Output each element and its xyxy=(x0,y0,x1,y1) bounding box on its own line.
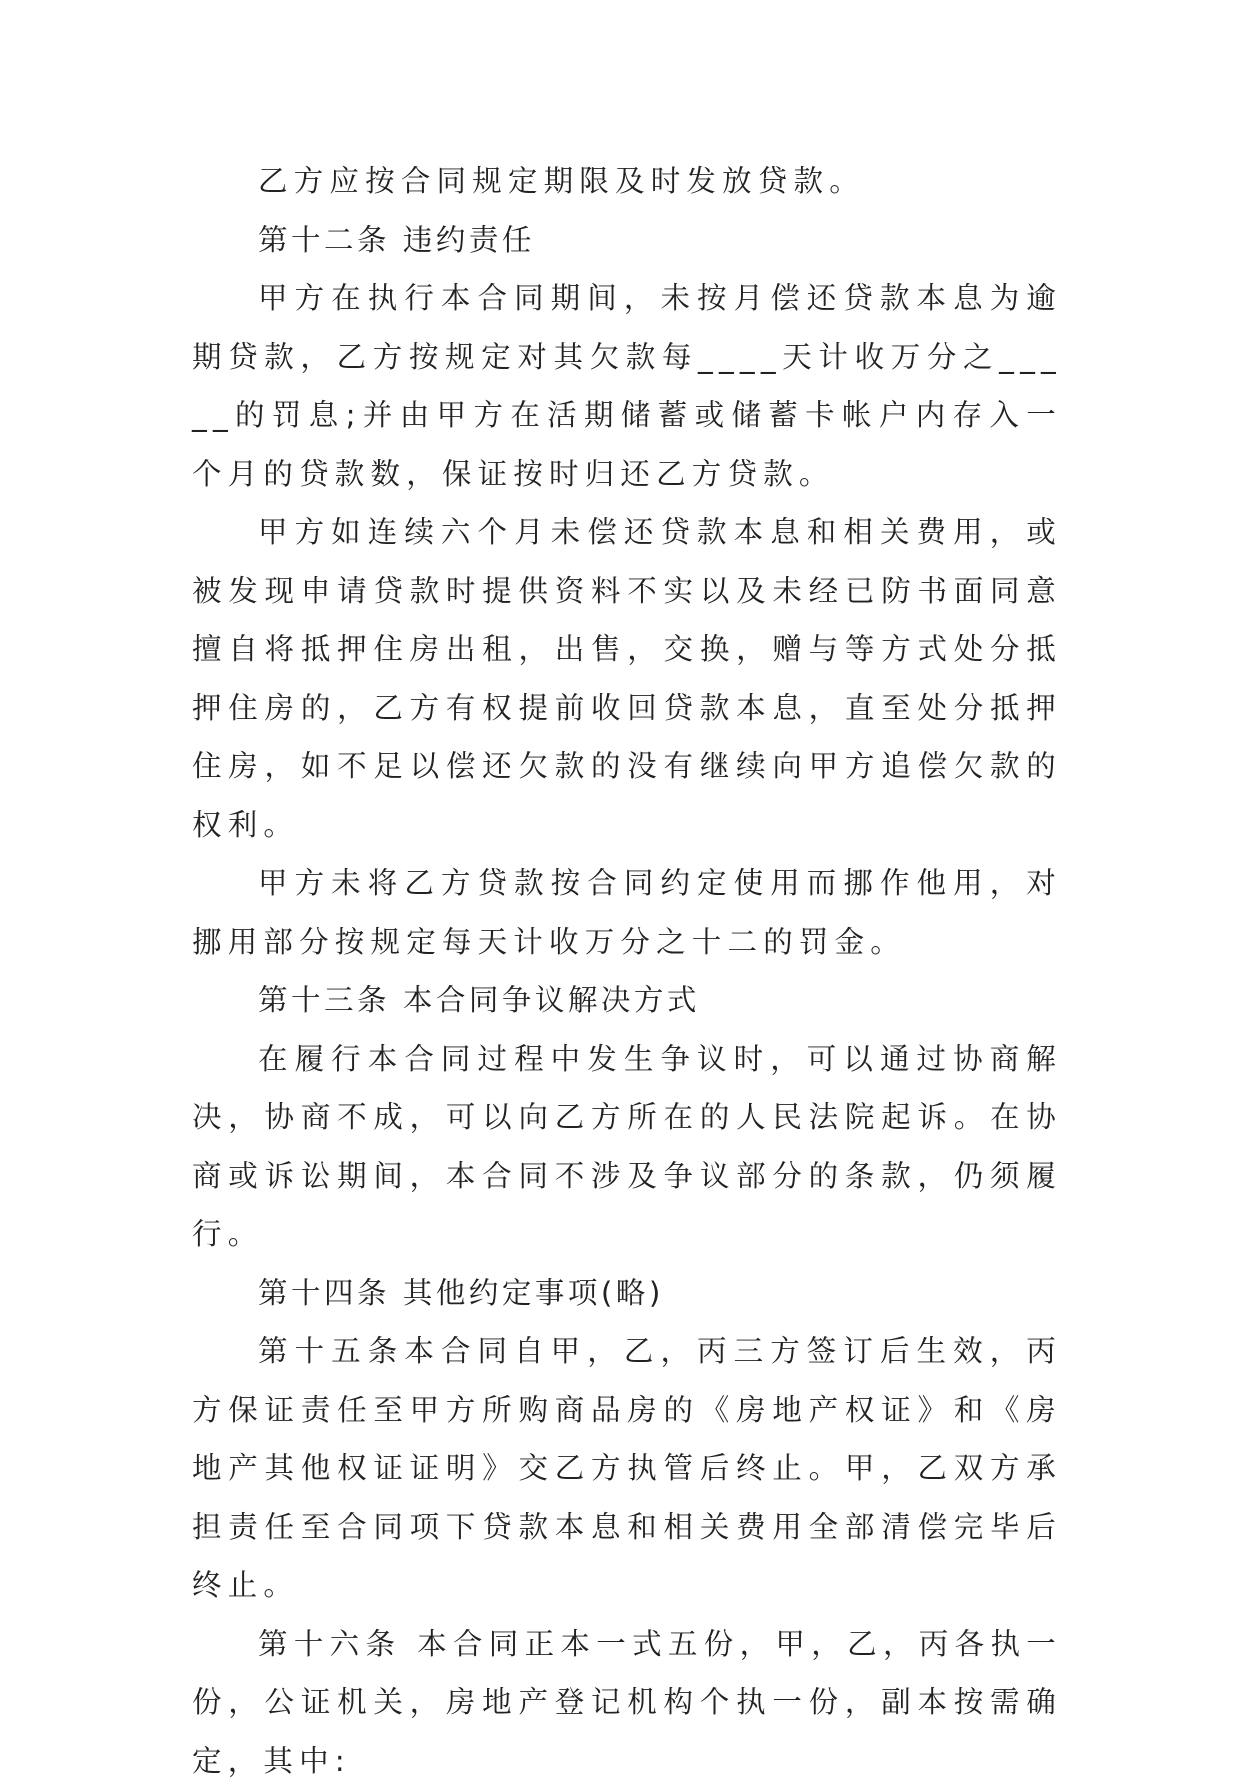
heading-article-14: 第十四条 其他约定事项(略) xyxy=(192,1264,1062,1323)
paragraph-overdue-penalty: 甲方在执行本合同期间，未按月偿还贷款本息为逾期贷款，乙方按规定对其欠款每____天计收万分之_____的罚息;并由甲方在活期储蓄或储蓄卡帐户内存入一个月的贷款数，保证按时归还乙方贷款。 xyxy=(192,269,1062,503)
paragraph-article-15: 第十五条本合同自甲，乙，丙三方签订后生效，丙方保证责任至甲方所购商品房的《房地产权证》和《房地产其他权证证明》交乙方执管后终止。甲，乙双方承担责任至合同项下贷款本息和相关费用全部清偿完毕后终止。 xyxy=(192,1322,1062,1615)
paragraph-misuse-fine: 甲方未将乙方贷款按合同约定使用而挪作他用，对挪用部分按规定每天计收万分之十二的罚金。 xyxy=(192,854,1062,971)
heading-article-12: 第十二条 违约责任 xyxy=(192,211,1062,270)
paragraph-dispute-resolution: 在履行本合同过程中发生争议时，可以通过协商解决，协商不成，可以向乙方所在的人民法院起诉。在协商或诉讼期间，本合同不涉及争议部分的条款，仍须履行。 xyxy=(192,1030,1062,1264)
heading-article-13: 第十三条 本合同争议解决方式 xyxy=(192,971,1062,1030)
paragraph-early-recall: 甲方如连续六个月未偿还贷款本息和相关费用，或被发现申请贷款时提供资料不实以及未经已防书面同意擅自将抵押住房出租，出售，交换，赠与等方式处分抵押住房的，乙方有权提前收回贷款本息，直至处分抵押住房，如不足以偿还欠款的没有继续向甲方追偿欠款的权利。 xyxy=(192,503,1062,854)
paragraph-loan-release: 乙方应按合同规定期限及时发放贷款。 xyxy=(192,152,1062,211)
document-page xyxy=(192,152,1062,1790)
paragraph-article-16: 第十六条 本合同正本一式五份，甲，乙，丙各执一份，公证机关，房地产登记机构个执一份，副本按需确定，其中: xyxy=(192,1615,1062,1790)
